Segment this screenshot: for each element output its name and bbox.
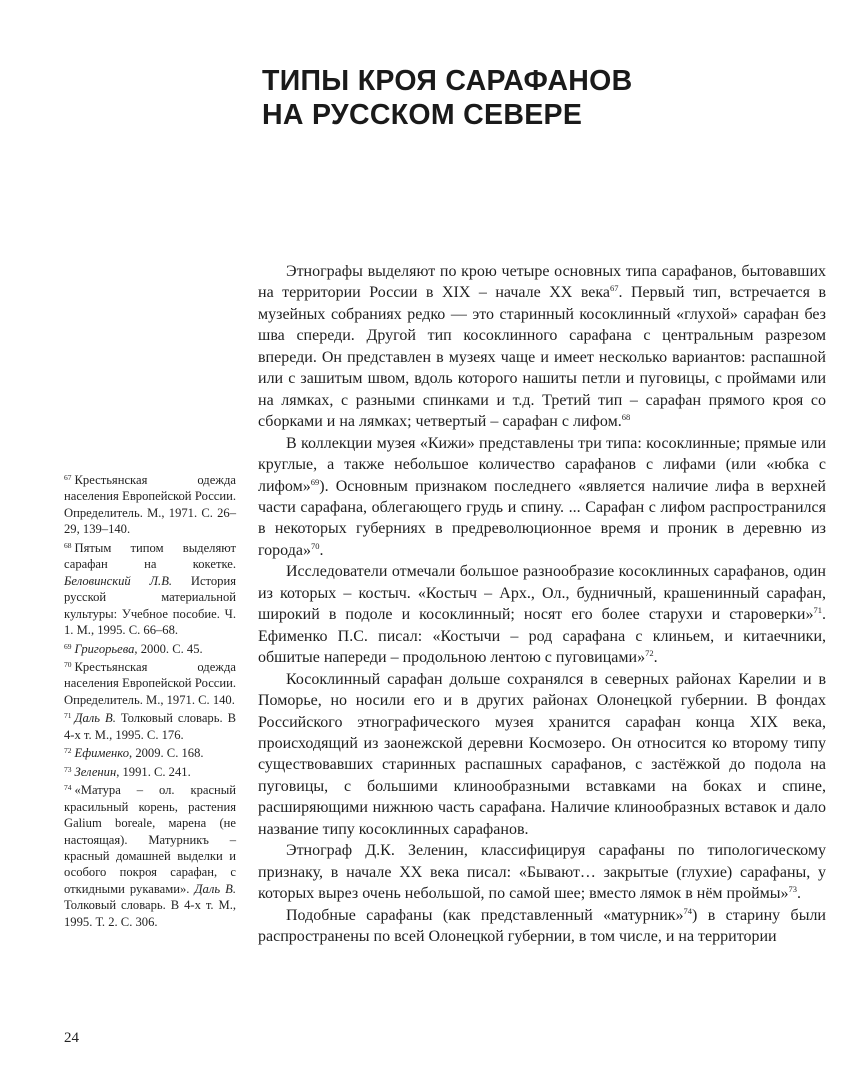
footnote-ref: 68 <box>621 412 631 423</box>
footnote <box>64 780 236 930</box>
text-run: «Матура – ол. красный красильный корень, растения Galium boreale, марена (не настоящая). Матурникъ – красный домашней выделки и особого покроя сарафан, с откидными рукавами». <box>64 783 236 896</box>
text-run: . Первый тип, встречается в музейных собраниях редко — это старинный косоклинный «глухой» сарафан без шва спереди. Другой тип косоклинного сарафана с центральным разрезом впереди. Он представлен в музеях чаще и имеет несколько вариантов: распашной или с зашитым швом, вдоль которого нашиты петли и пуговицы, с проймами или на лямках, с разными спинками и т.д. Третий тип – сарафан прямого кроя со сборками и на лямках; четвертый – сарафан с лифом. <box>258 284 826 431</box>
title-line-2: НА РУССКОМ СЕВЕРЕ <box>262 99 583 131</box>
text-run: . <box>319 541 324 559</box>
footnote <box>64 743 236 761</box>
footnote <box>64 762 236 780</box>
text-run: Этнографы выделяют по крою четыре основных типа сарафанов, бытовавших на территории России в XIX – начале XX века <box>258 263 826 302</box>
text-run: Крестьянская одежда населения Европейской России. Определитель. М., 1971. С. 140. <box>64 659 236 707</box>
paragraph <box>258 840 826 904</box>
footnote-number: 71 <box>64 711 72 721</box>
page-title <box>262 64 822 132</box>
text-run: Исследователи отмечали большое разнообразие косоклинных сарафанов, один из которых – костыч. «Костыч – Арх., Ол., будничный, крашенинный сарафан, широкий в подоле и косоклинный; носят его более старухи и староверки» <box>258 563 826 624</box>
text-run: . <box>797 885 802 903</box>
footnote <box>64 708 236 743</box>
paragraph <box>258 561 826 668</box>
footnote-ref: 70 <box>310 540 320 551</box>
footnote <box>64 639 236 657</box>
footnote-number: 70 <box>64 659 72 669</box>
footnotes-column <box>64 470 236 930</box>
text-run: , 2009. С. 168. <box>129 746 204 761</box>
text-run: ). Основным признаком последнего «является наличие лифа в верхней части сарафана, облегающего грудь и спину. ... Сарафан с лифом распространился в некоторых губерниях в предреволюционное время и проник в деревню из города» <box>258 477 826 559</box>
text-run: Этнограф Д.К. Зеленин, классифицируя сарафаны по типологическому признаку, в начале XX века писал: «Бывают… закрытые (глухие) сарафаны, у которых вырез очень небольшой, по самой шее; вместо лямок в нём проймы» <box>258 842 826 903</box>
citation-author: Даль В. <box>74 711 116 726</box>
paragraph <box>258 261 826 433</box>
footnote-number: 73 <box>64 764 72 774</box>
text-run: . <box>653 649 658 667</box>
text-run: , 2000. С. 45. <box>134 641 203 656</box>
main-text <box>258 261 826 948</box>
citation-author: Беловинский Л.В. <box>64 573 173 588</box>
paragraph <box>258 433 826 562</box>
paragraph <box>258 905 826 948</box>
text-run: Крестьянская одежда населения Европейской России. Определитель. М., 1971. С. 26–29, 139–140. <box>64 473 236 537</box>
footnote <box>64 657 236 708</box>
page-number: 24 <box>64 1030 79 1046</box>
footnote-number: 72 <box>64 746 72 756</box>
text-run: ) в старину были распространены по всей Олонецкой губернии, в том числе, и на территории <box>258 906 826 946</box>
footnote-ref: 73 <box>788 884 798 895</box>
footnote <box>64 538 236 639</box>
text-run: , 1991. С. 241. <box>116 764 191 779</box>
text-run: Подобные сарафаны (как представленный «матурник» <box>286 906 684 924</box>
text-run: В коллекции музея «Кижи» представлены три типа: косоклинные; прямые или круглые, а также небольшое количество сарафанов с лифами (или «юбка с лифом» <box>258 434 826 495</box>
paragraph <box>258 669 826 841</box>
footnote-ref: 69 <box>310 476 320 487</box>
text-run: Пятым типом выделяют сарафан на кокетке. <box>64 540 236 572</box>
footnote-number: 67 <box>64 473 72 482</box>
text-run: История русской материальной культуры: Учебное пособие. Ч. 1. М., 1995. С. 66–68. <box>64 573 237 638</box>
citation-author: Ефименко <box>74 746 130 761</box>
footnote-ref: 74 <box>683 905 693 916</box>
footnote-number: 68 <box>64 540 72 550</box>
text-run: Толковый словарь. В 4-х т. М., 1995. Т. 2. С. 306. <box>64 898 236 929</box>
text-run: Косоклинный сарафан дольше сохранялся в северных районах Карелии и в Поморье, но носили его и в других районах Олонецкой губернии. В фондах Российского этнографического музея хранится сарафан конца XIX века, происходящий из заонежской деревни Космозеро. Он относится ко второму типу существовавших старинных распашных сарафанов, с застёжкой до подола на пуговицы, с большими клинообразными вставками на боках и спине, расширяющими нижнюю часть сарафана. Наличие клинообразных вставок и дало название типу косоклинных сарафанов. <box>258 670 826 838</box>
footnote-ref: 72 <box>645 648 654 659</box>
text-run: . Ефименко П.С. писал: «Костычи – род сарафана с клиньем, и китаечники, обшитые напереди – продольною лентою с пуговицами» <box>258 606 826 667</box>
footnote-number: 74 <box>64 783 72 793</box>
footnote <box>64 470 236 538</box>
title-line-1: ТИПЫ КРОЯ САРАФАНОВ <box>262 65 633 97</box>
citation-author: Даль В. <box>194 881 237 896</box>
citation-author: Григорьева <box>74 641 135 656</box>
footnote-ref: 67 <box>610 283 619 294</box>
footnote-number: 69 <box>64 641 72 651</box>
citation-author: Зеленин <box>74 764 117 779</box>
text-run: Толковый словарь. В 4-х т. М., 1995. С. 176. <box>64 711 236 742</box>
footnote-ref: 71 <box>813 605 822 616</box>
